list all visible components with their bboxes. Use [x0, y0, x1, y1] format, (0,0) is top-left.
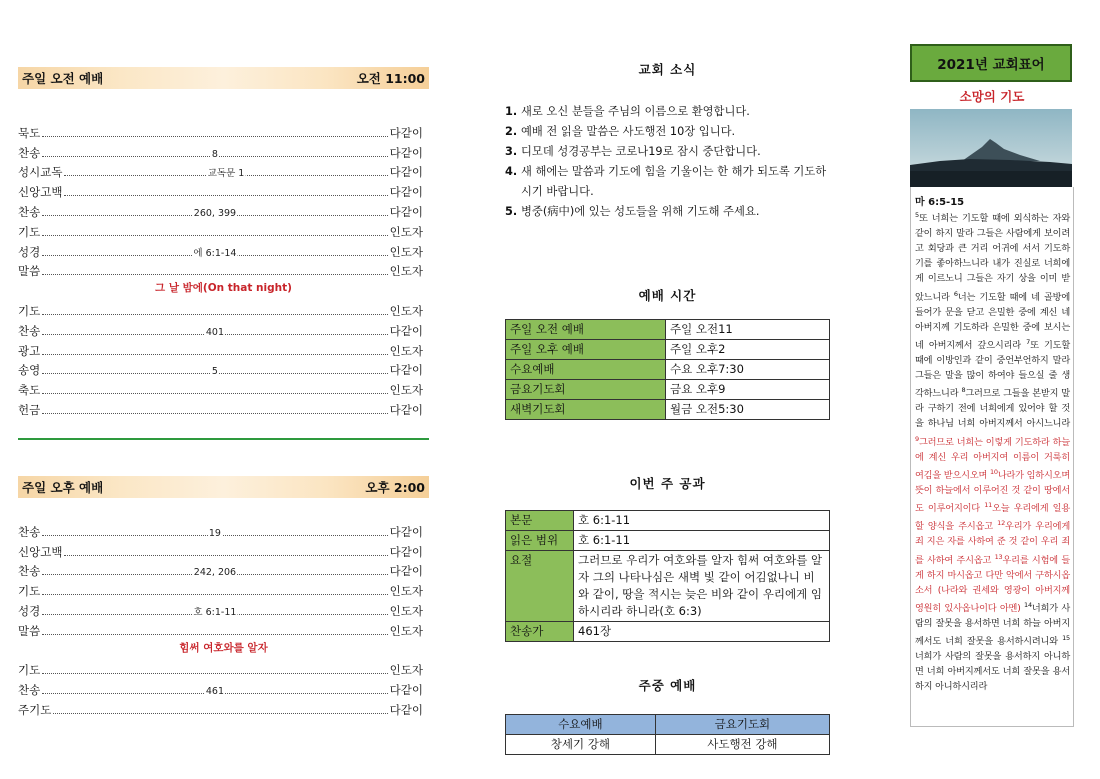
- verse-text: 그러므로 너희는 이렇게 기도하라 하늘에 계신 우리 아버지여 이름이 거룩히 여김을 받으시오며: [915, 436, 1070, 481]
- order-item-label: 기도: [18, 224, 41, 239]
- order-item-label: 찬송: [18, 524, 41, 539]
- afternoon-service-header: [18, 476, 429, 498]
- news-item-number: 4.: [505, 165, 518, 178]
- church-motto-banner: 2021년 교회표어: [910, 44, 1072, 82]
- afternoon-service: [18, 476, 429, 718]
- scripture-reference: 마 6:5-15: [915, 197, 965, 208]
- verse-text: 우리를 시험에 들게 하지 마시옵고 다만 악에서 구하시옵소서 (나라와 권세와 영광이 아버지께 영원히 있사옵나이다 아멘): [915, 554, 1071, 614]
- news-list: [505, 102, 830, 222]
- order-row: [18, 121, 429, 141]
- morning-order-part2: [18, 299, 429, 418]
- order-row: [18, 260, 429, 280]
- order-item-label: 찬송: [18, 683, 41, 698]
- dotted-leader: [42, 265, 387, 275]
- schedule-service-name: 금요기도회: [506, 380, 666, 400]
- order-item-label: 말씀: [18, 264, 41, 279]
- lesson-key: 읽은 범위: [506, 531, 574, 551]
- dotted-leader: [42, 605, 387, 618]
- order-item-leader: 다같이: [389, 145, 423, 160]
- dotted-leader: [42, 305, 387, 315]
- lesson-table: [505, 510, 830, 642]
- order-item-leader: 인도자: [389, 584, 423, 599]
- order-row: [18, 520, 429, 540]
- afternoon-service-title: 주일 오후 예배: [22, 479, 104, 495]
- order-item-detail: 461: [205, 686, 225, 698]
- schedule-row: [506, 340, 830, 360]
- verse-text: 오늘 우리에게 일용할 양식을 주시옵고: [915, 503, 1071, 533]
- verse-number: 7: [1026, 337, 1031, 346]
- schedule-service-time: 주일 오전11: [666, 320, 830, 340]
- morning-service: [18, 67, 429, 418]
- news-item-text: 예배 전 읽을 말씀은 사도행전 10장 입니다.: [521, 125, 736, 138]
- verse-number: 13: [994, 552, 1003, 561]
- order-item-label: 성시교독: [18, 165, 63, 180]
- morning-service-time: 오전 11:00: [356, 71, 425, 86]
- schedule-service-time: 금요 오후9: [666, 380, 830, 400]
- order-item-label: 광고: [18, 343, 41, 358]
- order-row: [18, 220, 429, 240]
- dotted-leader: [64, 546, 387, 556]
- verse-text: 또 기도할 때에 이방인과 같이 중언부언하지 말라 그들은 말을 많이 하여야 들으실 줄 생각하느니라: [915, 339, 1070, 400]
- schedule-service-name: 수요예배: [506, 360, 666, 380]
- news-item-number: 1.: [505, 105, 518, 118]
- verse-text: 나라가 임하시오며 뜻이 하늘에서 이루어진 것 같이 땅에서도 이루어지이다: [915, 469, 1071, 515]
- lesson-value: 그러므로 우리가 여호와를 알자 힘써 여호와를 알자 그의 나타나심은 새벽 빛 같이 어김없나니 비와 같이, 땅을 적시는 늦은 비와 같이 우리에게 임하시리라 하니라(호 6:3): [574, 551, 830, 622]
- lesson-row: [506, 531, 830, 551]
- news-item-text: 디모데 성경공부는 코로나19로 잠시 중단합니다.: [521, 145, 761, 158]
- order-item-label: 성경: [18, 603, 41, 618]
- order-item-label: 기도: [18, 663, 41, 678]
- order-item-leader: 다같이: [389, 683, 423, 698]
- order-item-detail: 8: [211, 148, 218, 160]
- verse-number: 6: [953, 289, 958, 298]
- dotted-leader: [42, 664, 387, 674]
- order-item-label: 기도: [18, 303, 41, 318]
- verse-number: 5: [915, 211, 919, 219]
- order-item-leader: 다같이: [389, 323, 423, 338]
- order-item-leader: 다같이: [389, 165, 423, 180]
- dotted-leader: [42, 206, 387, 219]
- order-row: [18, 540, 429, 560]
- order-row: [18, 161, 429, 181]
- order-row: [18, 240, 429, 260]
- schedule-service-name: 새벽기도회: [506, 400, 666, 420]
- order-item-leader: 다같이: [389, 702, 423, 717]
- order-item-label: 찬송: [18, 323, 41, 338]
- order-row: [18, 180, 429, 200]
- order-item-leader: 인도자: [389, 383, 423, 398]
- order-item-leader: 인도자: [389, 343, 423, 358]
- order-item-label: 송영: [18, 363, 41, 378]
- midweek-value-wednesday: 창세기 강해: [506, 735, 656, 755]
- verse-text: 그러므로 그들을 본받지 말라 구하기 전에 너희에게 있어야 할 것을 하나님 너희 아버지께서 아시느니라: [915, 388, 1070, 430]
- order-row: [18, 319, 429, 339]
- morning-sermon-title: 그 날 밤에(On that night): [155, 282, 292, 295]
- news-item: [505, 122, 830, 142]
- order-item-label: 찬송: [18, 564, 41, 579]
- afternoon-sermon-title: 힘써 여호와를 알자: [179, 641, 268, 654]
- news-item-text: 병중(病中)에 있는 성도들을 위해 기도해 주세요.: [521, 205, 760, 218]
- midweek-title: 주중 예배: [638, 678, 697, 693]
- verse-text: 우리가 우리에게 죄 지은 자를 사하여 준 것 같이 우리 죄를 사하여 주시옵고: [915, 521, 1071, 566]
- order-item-detail: 교독문 1: [207, 165, 246, 179]
- schedule-table: [505, 319, 830, 420]
- schedule-service-name: 주일 오후 예배: [506, 340, 666, 360]
- dotted-leader: [42, 345, 387, 355]
- dotted-leader: [42, 684, 387, 698]
- lesson-value: 호 6:1-11: [574, 511, 830, 531]
- midweek-header-friday: 금요기도회: [655, 715, 829, 735]
- order-row: [18, 619, 429, 639]
- order-row: [18, 378, 429, 398]
- lesson-value: 호 6:1-11: [574, 531, 830, 551]
- afternoon-order-part1: [18, 520, 429, 639]
- order-item-detail: 5: [211, 366, 218, 378]
- afternoon-service-time: 오후 2:00: [365, 479, 425, 495]
- dotted-leader: [42, 364, 387, 378]
- order-item-leader: 다같이: [389, 204, 423, 219]
- section-divider: [18, 438, 429, 440]
- order-row: [18, 579, 429, 599]
- order-of-worship-column: [18, 67, 429, 718]
- dotted-leader: [42, 246, 387, 259]
- order-item-detail: 242, 206: [193, 567, 237, 579]
- news-item-number: 5.: [505, 205, 518, 218]
- midweek-table: [505, 714, 830, 755]
- verse-number: 14: [1024, 600, 1032, 609]
- order-item-leader: 다같이: [389, 363, 423, 378]
- order-item-leader: 인도자: [389, 603, 423, 618]
- dotted-leader: [42, 526, 387, 539]
- lesson-row: [506, 551, 830, 622]
- verse-number: 11: [984, 501, 993, 510]
- schedule-row: [506, 400, 830, 420]
- verse-number: 12: [997, 519, 1006, 528]
- dotted-leader: [42, 404, 387, 414]
- morning-service-header: [18, 67, 429, 89]
- lesson-key: 요절: [506, 551, 574, 622]
- order-item-leader: 다같이: [389, 185, 423, 200]
- order-item-label: 신앙고백: [18, 185, 63, 200]
- order-item-detail: 19: [208, 527, 221, 539]
- scripture-verse: [915, 213, 1070, 303]
- order-item-label: 말씀: [18, 623, 41, 638]
- order-item-leader: 인도자: [389, 264, 423, 279]
- dotted-leader: [42, 384, 387, 394]
- verse-number: 10: [989, 467, 998, 476]
- order-row: [18, 659, 429, 679]
- order-item-label: 찬송: [18, 145, 41, 160]
- order-item-leader: 다같이: [389, 524, 423, 539]
- dotted-leader: [42, 585, 387, 595]
- news-item: [505, 162, 830, 202]
- order-item-detail: 호 6:1-11: [192, 604, 237, 618]
- news-item-text: 새 해에는 말씀과 기도에 힘을 기울이는 한 해가 되도록 기도하시기 바랍니다.: [521, 165, 827, 198]
- lesson-row: [506, 511, 830, 531]
- scripture-text: [915, 208, 1070, 695]
- order-item-leader: 인도자: [389, 303, 423, 318]
- afternoon-order-part2: [18, 659, 429, 718]
- order-item-leader: 인도자: [389, 623, 423, 638]
- news-item-number: 2.: [505, 125, 518, 138]
- dotted-leader: [42, 127, 387, 137]
- order-item-label: 축도: [18, 383, 41, 398]
- order-row: [18, 200, 429, 220]
- schedule-service-time: 월금 오전5:30: [666, 400, 830, 420]
- dotted-leader: [42, 147, 387, 160]
- order-row: [18, 141, 429, 161]
- order-item-label: 헌금: [18, 402, 41, 417]
- order-row: [18, 678, 429, 698]
- schedule-row: [506, 360, 830, 380]
- verse-text: 너희가 사람의 잘못을 용서하면 너희 하늘 아버지께서도 너희 잘못을 용서하시려니와: [915, 602, 1070, 648]
- midweek-value-friday: 사도행전 강해: [655, 735, 829, 755]
- order-item-detail: 260, 399: [193, 207, 237, 219]
- order-item-leader: 인도자: [389, 244, 423, 259]
- schedule-service-name: 주일 오전 예배: [506, 320, 666, 340]
- news-item: [505, 142, 830, 162]
- verse-number: 8: [961, 386, 966, 395]
- schedule-row: [506, 380, 830, 400]
- order-row: [18, 339, 429, 359]
- order-item-label: 신앙고백: [18, 544, 63, 559]
- afternoon-order-list: [18, 520, 429, 718]
- morning-service-title: 주일 오전 예배: [22, 71, 104, 86]
- order-item-label: 기도: [18, 584, 41, 599]
- schedule-title: 예배 시간: [638, 288, 697, 303]
- lesson-title: 이번 주 공과: [629, 476, 706, 491]
- scripture-panel: [910, 187, 1074, 727]
- dotted-leader: [42, 565, 387, 579]
- order-item-leader: 다같이: [389, 402, 423, 417]
- order-item-leader: 다같이: [389, 544, 423, 559]
- news-item-text: 새로 오신 분들을 주님의 이름으로 환영합니다.: [521, 105, 750, 118]
- dotted-leader: [64, 186, 387, 196]
- dotted-leader: [42, 325, 387, 338]
- order-item-leader: 인도자: [389, 663, 423, 678]
- dotted-leader: [42, 226, 387, 236]
- news-item-number: 3.: [505, 145, 518, 158]
- midweek-header-wednesday: 수요예배: [506, 715, 656, 735]
- schedule-service-time: 수요 오후7:30: [666, 360, 830, 380]
- announcements-column: [505, 60, 830, 755]
- motto-column: [910, 44, 1074, 727]
- lesson-key: 본문: [506, 511, 574, 531]
- lesson-key: 찬송가: [506, 622, 574, 642]
- order-item-label: 찬송: [18, 204, 41, 219]
- order-item-leader: 다같이: [389, 125, 423, 140]
- lesson-row: [506, 622, 830, 642]
- order-item-leader: 인도자: [389, 224, 423, 239]
- news-item: [505, 202, 830, 222]
- order-item-detail: 401: [205, 326, 225, 338]
- schedule-service-time: 주일 오후2: [666, 340, 830, 360]
- dotted-leader: [53, 704, 387, 714]
- mountain-landscape-image: [910, 109, 1072, 187]
- dotted-leader: [64, 166, 387, 180]
- schedule-row: [506, 320, 830, 340]
- order-item-label: 성경: [18, 244, 41, 259]
- verse-text: 또 너희는 기도할 때에 외식하는 자와 같이 하지 말라 그들은 사람에게 보이려고 회당과 큰 거리 어귀에 서서 기도하기를 좋아하느니라 내가 진실로 너희에게 이르노니 그들은 자기 상을 이미 받았느니라: [915, 213, 1070, 303]
- order-item-leader: 다같이: [389, 564, 423, 579]
- order-row: [18, 599, 429, 619]
- dotted-leader: [42, 625, 387, 635]
- verse-number: 15: [1062, 634, 1070, 643]
- order-item-label: 주기도: [18, 702, 52, 717]
- news-item: [505, 102, 830, 122]
- verse-number: 9: [915, 434, 919, 443]
- morning-order-list: [18, 121, 429, 418]
- lesson-value: 461장: [574, 622, 830, 642]
- order-row: [18, 299, 429, 319]
- prayer-title: 소망의 기도: [959, 89, 1025, 104]
- morning-order-part1: [18, 121, 429, 279]
- order-row: [18, 359, 429, 379]
- verse-text: 너희가 사람의 잘못을 용서하지 아니하면 너희 아버지께서도 너희 잘못을 용서하지 아니하시리라: [915, 651, 1070, 693]
- order-item-detail: 에 6:1-14: [192, 245, 237, 259]
- verse-text: 너는 기도할 때에 네 골방에 들어가 문을 닫고 은밀한 중에 계신 네 아버지께 기도하라 은밀한 중에 보시는 네 아버지께서 갚으시리라: [915, 291, 1070, 351]
- order-row: [18, 698, 429, 718]
- order-row: [18, 398, 429, 418]
- order-row: [18, 560, 429, 580]
- order-item-label: 묵도: [18, 125, 41, 140]
- news-title: 교회 소식: [638, 62, 697, 77]
